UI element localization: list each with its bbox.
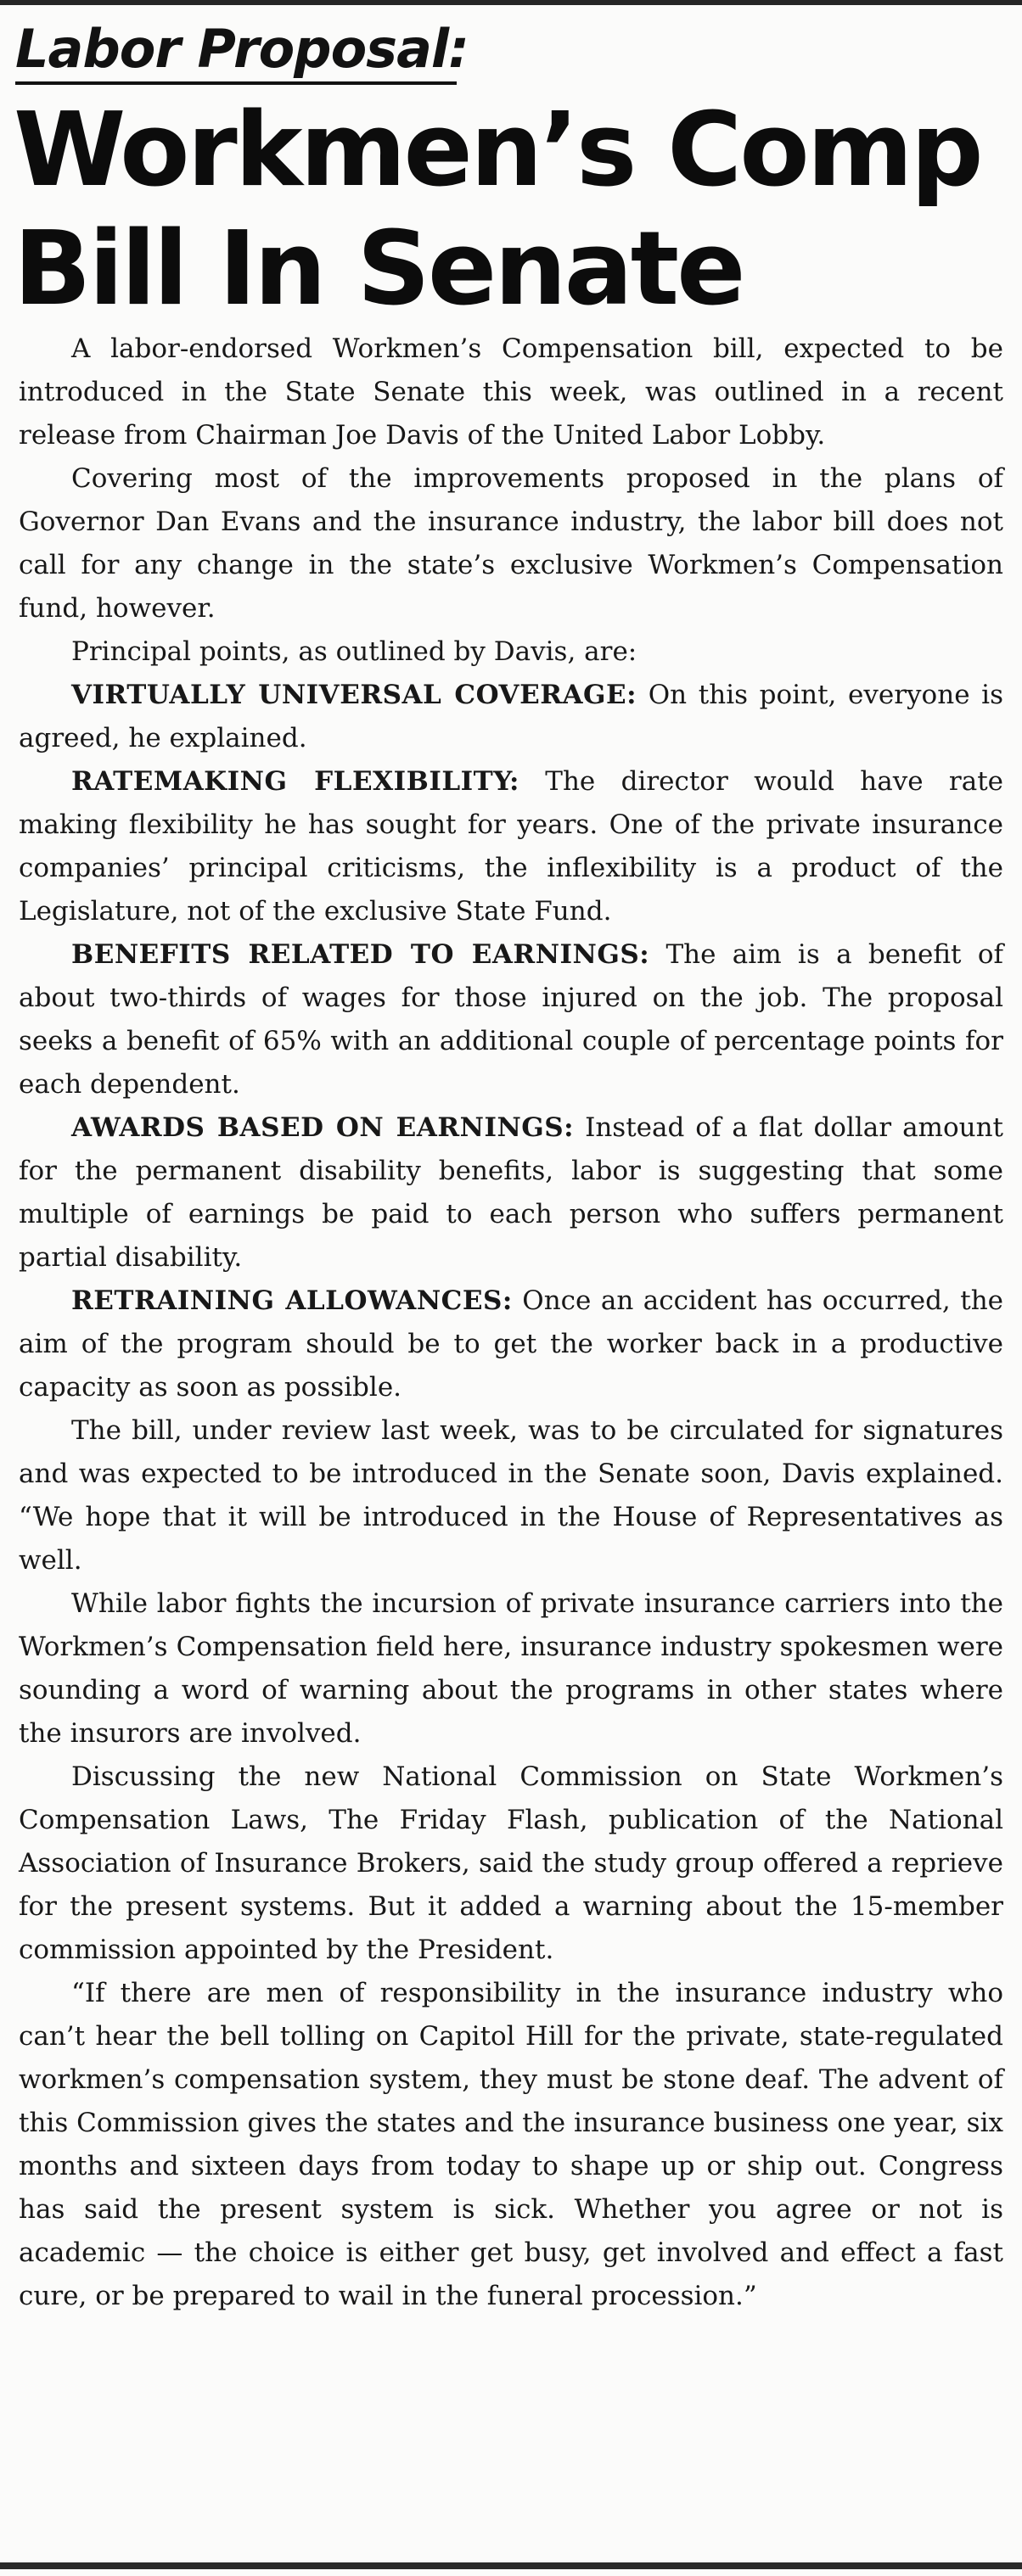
paragraph-2: [19, 457, 1003, 630]
kicker-label: Labor Proposal:: [15, 18, 469, 80]
paragraph-11: [19, 1756, 1003, 1972]
paragraph-text: Covering most of the improvements proposed in the plans of Governor Dan Evans and the insurance industry, the labor bill does not call for any change in the state’s exclusive Workmen’s Compensation fund, however.: [19, 463, 1003, 624]
paragraph-text: Principal points, as outlined by Davis, are:: [71, 636, 637, 667]
paragraph-retraining: [19, 1280, 1003, 1409]
section-lead-retraining: RETRAINING ALLOWANCES:: [71, 1285, 513, 1316]
paragraph-text: While labor fights the incursion of private insurance carriers into the Workmen’s Compensation field here, insurance industry spokesmen were sounding a word of warning about the programs in other states where the insurors are involved.: [19, 1588, 1003, 1749]
paragraph-benefits: [19, 933, 1003, 1106]
paragraph-text: “If there are men of responsibility in the insurance industry who can’t hear the bell tolling on Capitol Hill for the private, state-regulated workmen’s compensation system, they must be stone deaf. The advent of this Commission gives the states and the insurance business one year, six months and sixteen days from today to shape up or ship out. Congress has said the present system is sick. Whether you agree or not is academic — the choice is either get busy, get involved and effect a fast cure, or be prepared to wail in the funeral procession.”: [19, 1978, 1003, 2311]
headline: [14, 92, 1007, 329]
paragraph-text: The aim is a benefit of about two-thirds of wages for those injured on the job. The proposal seeks a benefit of 65% with an additional couple of percentage points for each dependent.: [19, 939, 1003, 1100]
top-rule: [0, 0, 1022, 5]
paragraph-text: The bill, under review last week, was to be circulated for signatures and was expected to be introduced in the Senate soon, Davis explained. “We hope that it will be introduced in the House of Representatives as well.: [19, 1415, 1003, 1576]
paragraph-text: Once an accident has occurred, the aim of the program should be to get the worker back in a productive capacity as soon as possible.: [19, 1285, 1004, 1403]
paragraph-text: Discussing the new National Commission on State Workmen’s Compensation Laws, The Friday Flash, publication of the National Association of Insurance Brokers, said the study group offered a reprieve for the present systems. But it added a warning about the 15-member commission appointed by the President.: [19, 1761, 1003, 1965]
paragraph-9: [19, 1409, 1003, 1582]
section-lead-benefits: BENEFITS RELATED TO EARNINGS:: [71, 939, 650, 970]
headline-line-1: Workmen’s Comp: [14, 92, 981, 210]
paragraph-text: The director would have rate making flexibility he has sought for years. One of the private insurance companies’ principal criticisms, the inflexibility is a product of the Legislature, not of the exclusive State Fund.: [19, 766, 1004, 927]
paragraph-text: A labor-endorsed Workmen’s Compensation bill, expected to be introduced in the State Senate this week, was outlined in a recent release from Chairman Joe Davis of the United Labor Lobby.: [19, 333, 1003, 451]
paragraph-text: On this point, everyone is agreed, he explained.: [19, 680, 1004, 753]
bottom-rule: [0, 2562, 1022, 2569]
kicker-underline: [15, 81, 457, 85]
article-body: [19, 328, 1003, 2318]
paragraph-1: [19, 328, 1003, 457]
paragraph-10: [19, 1582, 1003, 1756]
section-lead-awards: AWARDS BASED ON EARNINGS:: [71, 1112, 575, 1143]
paragraph-coverage: [19, 674, 1003, 760]
paragraph-text: Instead of a flat dollar amount for the permanent disability benefits, labor is suggesting that some multiple of earnings be paid to each person who suffers permanent partial disability.: [19, 1112, 1004, 1273]
headline-line-2: Bill In Senate: [14, 210, 744, 328]
paragraph-awards: [19, 1106, 1003, 1280]
paragraph-3: [19, 630, 1003, 674]
paragraph-ratemaking: [19, 760, 1003, 933]
paragraph-12: [19, 1972, 1003, 2318]
section-lead-coverage: VIRTUALLY UNIVERSAL COVERAGE:: [71, 680, 637, 710]
section-lead-ratemaking: RATEMAKING FLEXIBILITY:: [71, 766, 519, 797]
